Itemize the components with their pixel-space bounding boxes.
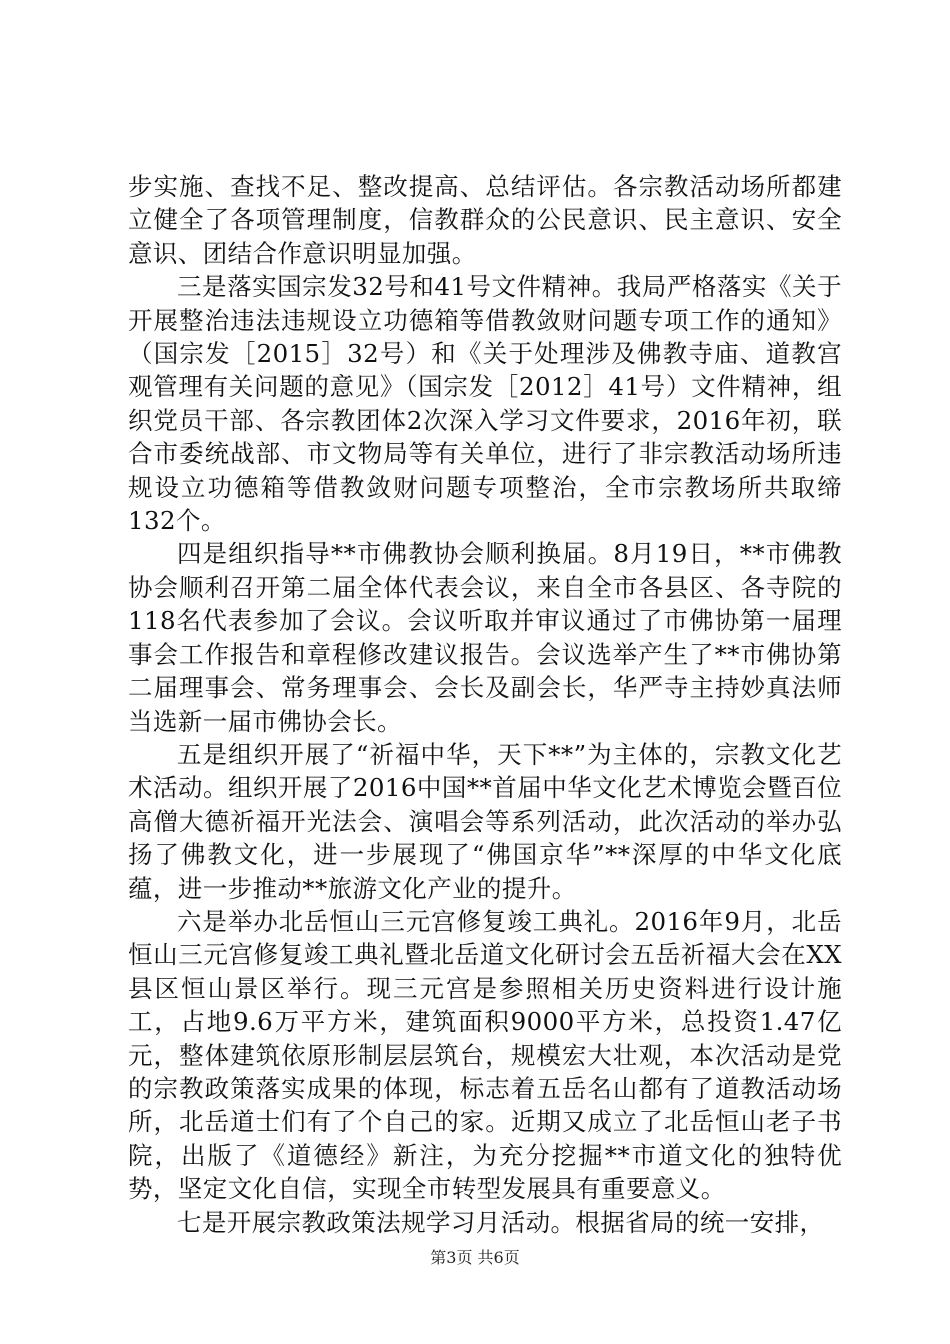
paragraph-item-6: 六是举办北岳恒山三元宫修复竣工典礼。2016年9月，北岳恒山三元宫修复竣工典礼暨北岳道文化研讨会五岳祈福大会在XX县区恒山景区举行。现三元宫是参照相关历史资料进行设计施工，占地9.6万平方米，建筑面积9000平方米，总投资1.47亿元，整体建筑依原形制层层筑台，规模宏大壮观，本次活动是党的宗教政策落实成果的体现，标志着五岳名山都有了道教活动场所，北岳道士们有了个自己的家。近期又成立了北岳恒山老子书院，出版了《道德经》新注，为充分挖掘**市道文化的独特优势，坚定文化自信，实现全市转型发展具有重要意义。: [128, 906, 842, 1204]
paragraph-item-3: 三是落实国宗发32号和41号文件精神。我局严格落实《关于开展整治违法违规设立功德箱等借教敛财问题专项工作的通知》（国宗发［2015］32号）和《关于处理涉及佛教寺庙、道教宫观管理有关问题的意见》（国宗发［2012］41号）文件精神，组织党员干部、各宗教团体2次深入学习文件要求，2016年初，联合市委统战部、市文物局等有关单位，进行了非宗教活动场所违规设立功德箱等借教敛财问题专项整治，全市宗教场所共取缔132个。: [128, 272, 842, 536]
paragraph-item-7: 七是开展宗教政策法规学习月活动。根据省局的统一安排，: [177, 1207, 825, 1237]
paragraph-item-4: 四是组织指导**市佛教协会顺利换届。8月19日，**市佛教协会顺利召开第二届全体代表会议，来自全市各县区、各寺院的118名代表参加了会议。会议听取并审议通过了市佛协第一届理事会工作报告和章程修改建议报告。会议选举产生了**市佛协第二届理事会、常务理事会、会长及副会长，华严寺主持妙真法师当选新一届市佛协会长。: [128, 539, 842, 736]
page-number-footer: 第3页 共6页: [430, 1248, 520, 1267]
document-body: [128, 170, 842, 1239]
paragraph-item-5: 五是组织开展了“祈福中华，天下**”为主体的，宗教文化艺术活动。组织开展了2016中国**首届中华文化艺术博览会暨百位高僧大德祈福开光法会、演唱会等系列活动，此次活动的举办弘扬了佛教文化，进一步展现了“佛国京华”**深厚的中华文化底蕴，进一步推动**旅游文化产业的提升。: [128, 739, 842, 903]
paragraph-continued: 步实施、查找不足、整改提高、总结评估。各宗教活动场所都建立健全了各项管理制度，信教群众的公民意识、民主意识、安全意识、团结合作意识明显加强。: [128, 172, 842, 268]
